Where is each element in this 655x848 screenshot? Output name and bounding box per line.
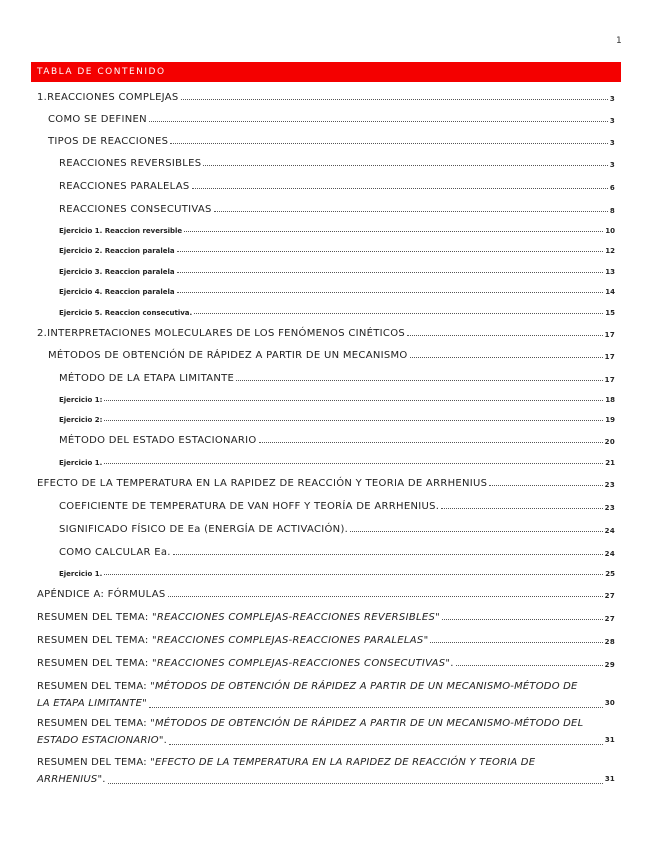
toc-entry-label: 2.INTERPRETACIONES MOLECULARES DE LOS FENÓMENOS CINÉTICOS	[37, 328, 406, 339]
toc-entry-page: 21	[605, 459, 615, 467]
toc-entry[interactable]	[59, 181, 615, 192]
toc-entry-page: 3	[609, 117, 615, 125]
toc-entry-label: COMO SE DEFINEN	[48, 114, 147, 125]
summary-page: 31	[604, 775, 615, 783]
toc-entry-page: 24	[604, 550, 615, 558]
toc-entry-page: 8	[609, 207, 615, 215]
toc-entry-label: MÉTODO DEL ESTADO ESTACIONARIO	[59, 435, 257, 446]
toc-entry-page: 17	[604, 331, 615, 339]
dot-leader	[104, 420, 603, 421]
toc-entry[interactable]	[48, 350, 615, 361]
summary-page: 31	[604, 736, 615, 744]
toc-entry[interactable]	[59, 524, 615, 535]
dot-leader	[192, 188, 608, 189]
toc-entry-page: 17	[604, 376, 615, 384]
dot-leader	[442, 619, 603, 620]
dot-leader	[203, 165, 607, 166]
summary-entry[interactable]	[37, 678, 615, 712]
dot-leader	[173, 554, 603, 555]
toc-entry-label: APÉNDICE A: FÓRMULAS	[37, 589, 166, 600]
toc-entry-label: TIPOS DE REACCIONES	[48, 136, 169, 147]
toc-entry-label: REACCIONES REVERSIBLES	[59, 158, 202, 169]
toc-entry-page: 15	[605, 309, 615, 317]
summary-label: RESUMEN DEL TEMA: "REACCIONES COMPLEJAS-REACCIONES PARALELAS"	[37, 635, 429, 646]
toc-entry-page: 12	[605, 247, 615, 255]
toc-entry[interactable]	[37, 478, 615, 489]
toc-entry-page: 3	[609, 139, 615, 147]
toc-entry-label: REACCIONES PARALELAS	[59, 181, 190, 192]
summary-entry[interactable]	[37, 658, 615, 669]
toc-entry[interactable]	[37, 328, 615, 339]
dot-leader	[168, 596, 603, 597]
summary-label: RESUMEN DEL TEMA: "MÉTODOS DE OBTENCIÓN DE RÁPIDEZ A PARTIR DE UN MECANISMO-MÉTODO DEL	[37, 718, 584, 729]
toc-entry-page: 25	[605, 570, 615, 578]
dot-leader	[177, 251, 604, 252]
toc-entry-label: COMO CALCULAR Ea.	[59, 547, 171, 558]
toc-entry-label: Ejercicio 1.	[59, 459, 103, 467]
summary-label-continued: LA ETAPA LIMITANTE"	[37, 698, 147, 709]
toc-entry[interactable]	[59, 288, 615, 296]
dot-leader	[169, 744, 603, 745]
dot-leader	[430, 642, 602, 643]
dot-leader	[441, 508, 602, 509]
toc-entry-label: Ejercicio 2. Reaccion paralela	[59, 247, 175, 255]
dot-leader	[184, 231, 603, 232]
toc-entry[interactable]	[59, 396, 615, 404]
dot-leader	[104, 463, 603, 464]
toc-entry[interactable]	[37, 92, 615, 103]
dot-leader	[410, 357, 603, 358]
toc-entry-page: 23	[604, 481, 615, 489]
page-number: 1	[616, 36, 622, 46]
toc-entry-label: Ejercicio 1.	[59, 570, 103, 578]
dot-leader	[170, 143, 608, 144]
dot-leader	[456, 665, 603, 666]
summary-label: RESUMEN DEL TEMA: "EFECTO DE LA TEMPERATURA EN LA RAPIDEZ DE REACCIÓN Y TEORIA DE	[37, 757, 536, 768]
dot-leader	[149, 707, 603, 708]
toc-entry[interactable]	[59, 570, 615, 578]
toc-entry-page: 17	[604, 353, 615, 361]
dot-leader	[149, 121, 608, 122]
toc-entry-label: MÉTODOS DE OBTENCIÓN DE RÁPIDEZ A PARTIR DE UN MECANISMO	[48, 350, 408, 361]
toc-entry[interactable]	[37, 589, 615, 600]
dot-leader	[177, 292, 604, 293]
dot-leader	[236, 380, 602, 381]
dot-leader	[489, 485, 602, 486]
toc-entry-page: 27	[604, 592, 615, 600]
toc-title: TABLA DE CONTENIDO	[31, 62, 621, 82]
toc-entry-label: 1.REACCIONES COMPLEJAS	[37, 92, 179, 103]
toc-entry-label: SIGNIFICADO FÍSICO DE Ea (ENERGÍA DE ACTIVACIÓN).	[59, 524, 349, 535]
dot-leader	[108, 783, 603, 784]
toc-entry-page: 13	[605, 268, 615, 276]
toc-entry-page: 18	[605, 396, 615, 404]
toc-entry[interactable]	[59, 268, 615, 276]
dot-leader	[181, 99, 608, 100]
toc-entry[interactable]	[59, 373, 615, 384]
toc-entry-label: COEFICIENTE DE TEMPERATURA DE VAN HOFF Y TEORÍA DE ARRHENIUS.	[59, 501, 440, 512]
summary-label-continued: ARRHENIUS".	[37, 774, 106, 785]
summary-entry[interactable]	[37, 715, 615, 749]
toc-entry[interactable]	[48, 114, 615, 125]
toc-entry[interactable]	[48, 136, 615, 147]
dot-leader	[407, 335, 603, 336]
summary-page: 27	[604, 615, 615, 623]
toc-entry-label: Ejercicio 3. Reaccion paralela	[59, 268, 175, 276]
toc-entry[interactable]	[59, 435, 615, 446]
summary-label: RESUMEN DEL TEMA: "MÉTODOS DE OBTENCIÓN DE RÁPIDEZ A PARTIR DE UN MECANISMO-MÉTODO DE	[37, 681, 578, 692]
toc-entry[interactable]	[59, 227, 615, 235]
toc-entry-page: 3	[609, 161, 615, 169]
toc-entry[interactable]	[59, 158, 615, 169]
toc-entry-page: 24	[604, 527, 615, 535]
toc-entry-page: 23	[604, 504, 615, 512]
toc-entry[interactable]	[59, 309, 615, 317]
summary-entry[interactable]	[37, 635, 615, 646]
summary-entry[interactable]	[37, 612, 615, 623]
toc-entry-label: REACCIONES CONSECUTIVAS	[59, 204, 212, 215]
toc-entry-page: 10	[605, 227, 615, 235]
toc-entry[interactable]	[59, 204, 615, 215]
toc-entry-page: 14	[605, 288, 615, 296]
toc-entry[interactable]	[59, 247, 615, 255]
dot-leader	[259, 442, 603, 443]
toc-entry-label: Ejercicio 1. Reaccion reversible	[59, 227, 183, 235]
toc-entry-label: MÉTODO DE LA ETAPA LIMITANTE	[59, 373, 235, 384]
dot-leader	[177, 272, 604, 273]
toc-entry-label: Ejercicio 1:	[59, 396, 103, 404]
summary-page: 28	[604, 638, 615, 646]
toc-entry[interactable]	[59, 459, 615, 467]
toc-entry-page: 20	[604, 438, 615, 446]
dot-leader	[194, 313, 603, 314]
toc-entry-label: EFECTO DE LA TEMPERATURA EN LA RAPIDEZ DE REACCIÓN Y TEORIA DE ARRHENIUS	[37, 478, 488, 489]
toc-entry[interactable]	[59, 501, 615, 512]
summary-label: RESUMEN DEL TEMA: "REACCIONES COMPLEJAS-REACCIONES CONSECUTIVAS".	[37, 658, 454, 669]
toc-entry-label: Ejercicio 4. Reaccion paralela	[59, 288, 175, 296]
toc-entry[interactable]	[59, 416, 615, 424]
summary-entry[interactable]	[37, 754, 615, 788]
summary-page: 29	[604, 661, 615, 669]
dot-leader	[214, 211, 608, 212]
toc-entry-label: Ejercicio 2:	[59, 416, 103, 424]
dot-leader	[350, 531, 603, 532]
toc-entry-page: 19	[605, 416, 615, 424]
toc-entry-label: Ejercicio 5. Reaccion consecutiva.	[59, 309, 193, 317]
summary-label-continued: ESTADO ESTACIONARIO".	[37, 735, 168, 746]
dot-leader	[104, 574, 603, 575]
summary-label: RESUMEN DEL TEMA: "REACCIONES COMPLEJAS-REACCIONES REVERSIBLES"	[37, 612, 441, 623]
summary-page: 30	[604, 699, 615, 707]
toc-entry[interactable]	[59, 547, 615, 558]
dot-leader	[104, 400, 603, 401]
toc-entry-page: 6	[609, 184, 615, 192]
toc-entry-page: 3	[609, 95, 615, 103]
